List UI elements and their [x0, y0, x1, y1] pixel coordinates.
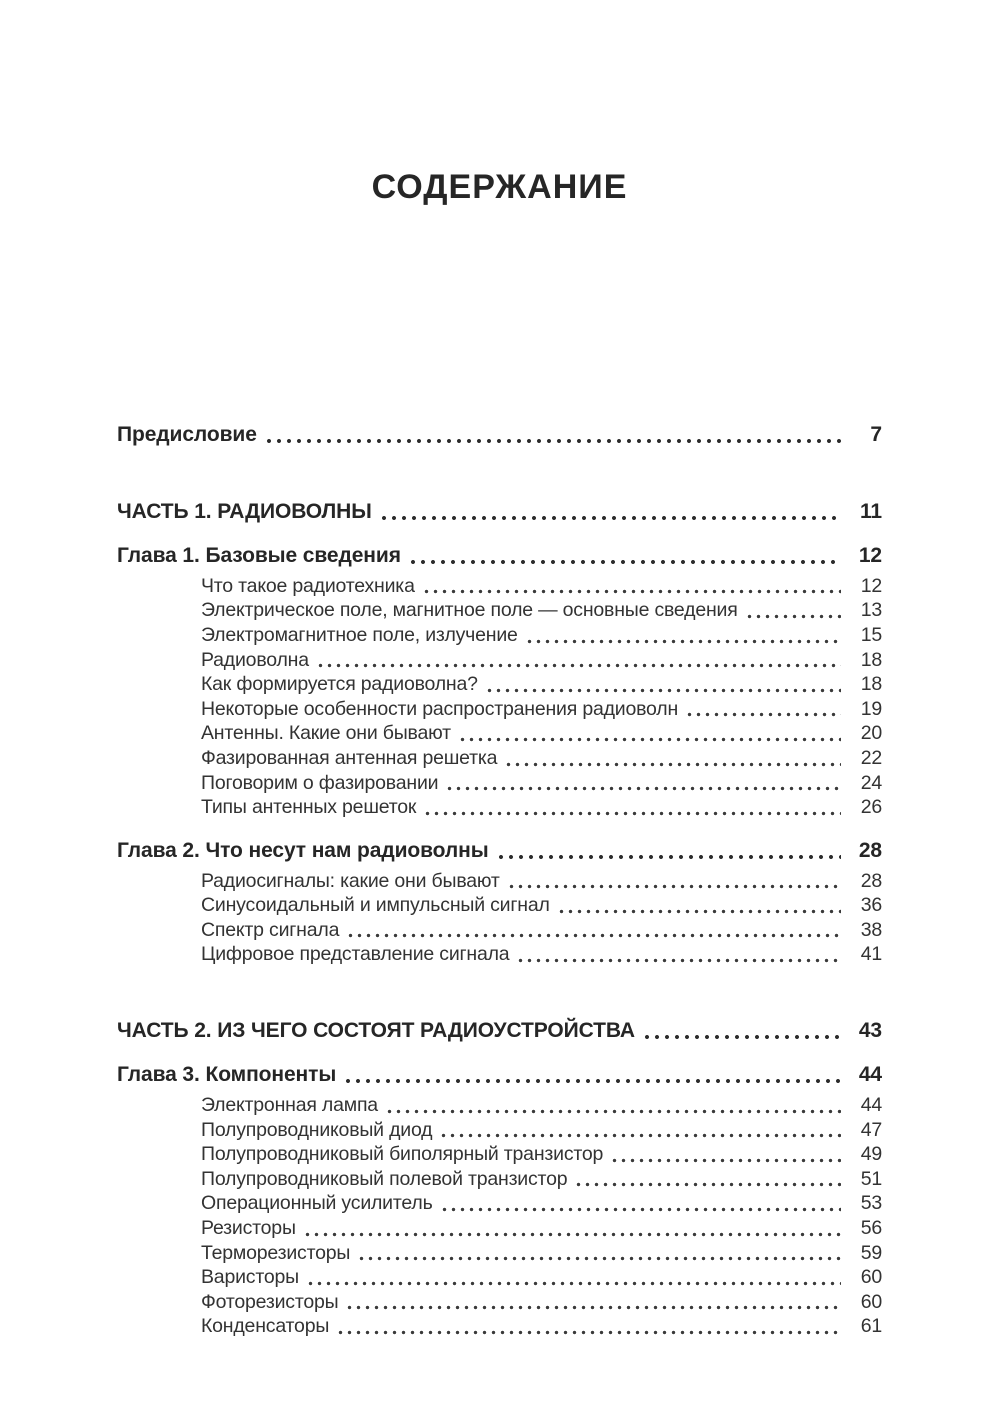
dot-leader [357, 1256, 841, 1261]
entry-label: Антенны. Какие они бывают [201, 722, 451, 745]
toc-entry [117, 1061, 882, 1088]
entry-label: Некоторые особенности распространения радиоволн [201, 697, 679, 720]
toc-entry [117, 1241, 882, 1266]
toc-entry [117, 697, 882, 722]
dot-leader [440, 1207, 841, 1212]
entry-page: 15 [860, 623, 882, 646]
entry-page: 49 [860, 1143, 882, 1166]
toc-entry [117, 746, 882, 771]
toc-entry [117, 721, 882, 746]
dot-leader [336, 1330, 841, 1335]
entry-page: 44 [858, 1063, 882, 1087]
dot-leader [408, 559, 841, 565]
entry-label: ЧАСТЬ 1. РАДИОВОЛНЫ [117, 499, 372, 523]
entry-label: Резисторы [201, 1217, 296, 1240]
toc-entry [117, 498, 882, 525]
entry-label: Электромагнитное поле, излучение [201, 623, 518, 646]
toc-entry [117, 1191, 882, 1216]
entry-page: 11 [860, 499, 882, 523]
dot-leader [385, 1109, 841, 1114]
entry-label: Фазированная антенная решетка [201, 746, 498, 769]
entry-label: ЧАСТЬ 2. ИЗ ЧЕГО СОСТОЯТ РАДИОУСТРОЙСТВА [117, 1019, 635, 1043]
toc-entry [117, 1314, 882, 1339]
entry-page: 61 [860, 1315, 882, 1338]
dot-leader [525, 639, 841, 644]
toc-entry [117, 1290, 882, 1315]
entry-page: 20 [860, 722, 882, 745]
dot-leader [439, 1133, 841, 1138]
entry-page: 60 [860, 1266, 882, 1289]
dot-leader [642, 1034, 841, 1040]
entry-page: 22 [860, 746, 882, 769]
dot-leader [316, 663, 841, 668]
entry-page: 43 [858, 1019, 882, 1043]
entry-label: Спектр сигнала [201, 918, 340, 941]
toc-entry [117, 574, 882, 599]
entry-label: Полупроводниковый биполярный транзистор [201, 1143, 604, 1166]
entry-label: Полупроводниковый диод [201, 1118, 433, 1141]
dot-leader [343, 1078, 841, 1084]
entry-page: 26 [860, 796, 882, 819]
dot-leader [346, 933, 841, 938]
toc-entry [117, 1118, 882, 1143]
entry-label: Радиоволна [201, 648, 309, 671]
entry-label: Цифровое представление сигнала [201, 943, 510, 966]
dot-leader [345, 1305, 841, 1310]
dot-leader [379, 515, 841, 521]
toc-entry [117, 672, 882, 697]
entry-page: 41 [860, 943, 882, 966]
dot-leader [423, 811, 841, 816]
entry-page: 24 [860, 771, 882, 794]
toc-entry [117, 421, 882, 448]
entry-label: Глава 2. Что несут нам радиоволны [117, 838, 489, 862]
entry-label: Операционный усилитель [201, 1192, 433, 1215]
entry-page: 60 [860, 1290, 882, 1313]
toc-entry [117, 1093, 882, 1118]
entry-label: Радиосигналы: какие они бывают [201, 869, 500, 892]
entry-label: Что такое радиотехника [201, 574, 415, 597]
toc-entry [117, 795, 882, 820]
entry-page: 7 [870, 422, 882, 446]
entry-page: 44 [860, 1094, 882, 1117]
dot-leader [610, 1158, 841, 1163]
entry-page: 38 [860, 918, 882, 941]
dot-leader [264, 438, 841, 444]
dot-leader [485, 688, 841, 693]
entry-page: 12 [858, 543, 882, 567]
dot-leader [557, 909, 841, 914]
toc-entry [117, 623, 882, 648]
entry-page: 47 [860, 1118, 882, 1141]
entry-label: Конденсаторы [201, 1315, 330, 1338]
entry-page: 18 [860, 648, 882, 671]
entry-label: Терморезисторы [201, 1241, 351, 1264]
toc-entry [117, 648, 882, 673]
toc-list [117, 421, 882, 1339]
toc-entry [117, 837, 882, 864]
dot-leader [458, 737, 841, 742]
dot-leader [507, 884, 841, 889]
dot-leader [745, 614, 841, 619]
toc-entry [117, 1017, 882, 1044]
entry-page: 13 [860, 599, 882, 622]
entry-label: Электронная лампа [201, 1094, 378, 1117]
dot-leader [445, 786, 841, 791]
toc-entry [117, 918, 882, 943]
toc-entry [117, 1142, 882, 1167]
entry-label: Электрическое поле, магнитное поле — основные сведения [201, 599, 738, 622]
entry-label: Как формируется радиоволна? [201, 673, 478, 696]
entry-page: 19 [860, 697, 882, 720]
toc-entry [117, 942, 882, 967]
dot-leader [306, 1281, 841, 1286]
toc-entry [117, 542, 882, 569]
dot-leader [574, 1182, 841, 1187]
entry-label: Глава 3. Компоненты [117, 1063, 337, 1087]
toc-entry [117, 1167, 882, 1192]
entry-label: Синусоидальный и импульсный сигнал [201, 894, 550, 917]
entry-page: 36 [860, 894, 882, 917]
toc-entry [117, 1265, 882, 1290]
toc-entry [117, 893, 882, 918]
dot-leader [303, 1232, 841, 1237]
entry-label: Полупроводниковый полевой транзистор [201, 1167, 568, 1190]
dot-leader [516, 958, 841, 963]
toc-entry [117, 869, 882, 894]
entry-label: Глава 1. Базовые сведения [117, 543, 401, 567]
toc-entry [117, 598, 882, 623]
entry-page: 56 [860, 1217, 882, 1240]
entry-label: Варисторы [201, 1266, 299, 1289]
entry-label: Предисловие [117, 422, 257, 446]
entry-page: 12 [860, 574, 882, 597]
entry-label: Поговорим о фазировании [201, 771, 439, 794]
dot-leader [685, 712, 841, 717]
entry-label: Типы антенных решеток [201, 796, 417, 819]
toc-entry [117, 771, 882, 796]
entry-page: 28 [858, 838, 882, 862]
dot-leader [422, 589, 841, 594]
entry-label: Фоторезисторы [201, 1290, 339, 1313]
toc-entry [117, 1216, 882, 1241]
entry-page: 53 [860, 1192, 882, 1215]
entry-page: 18 [860, 673, 882, 696]
dot-leader [504, 762, 841, 767]
dot-leader [496, 854, 841, 860]
entry-page: 59 [860, 1241, 882, 1264]
page-title: СОДЕРЖАНИЕ [371, 167, 628, 206]
entry-page: 51 [860, 1167, 882, 1190]
entry-page: 28 [860, 869, 882, 892]
